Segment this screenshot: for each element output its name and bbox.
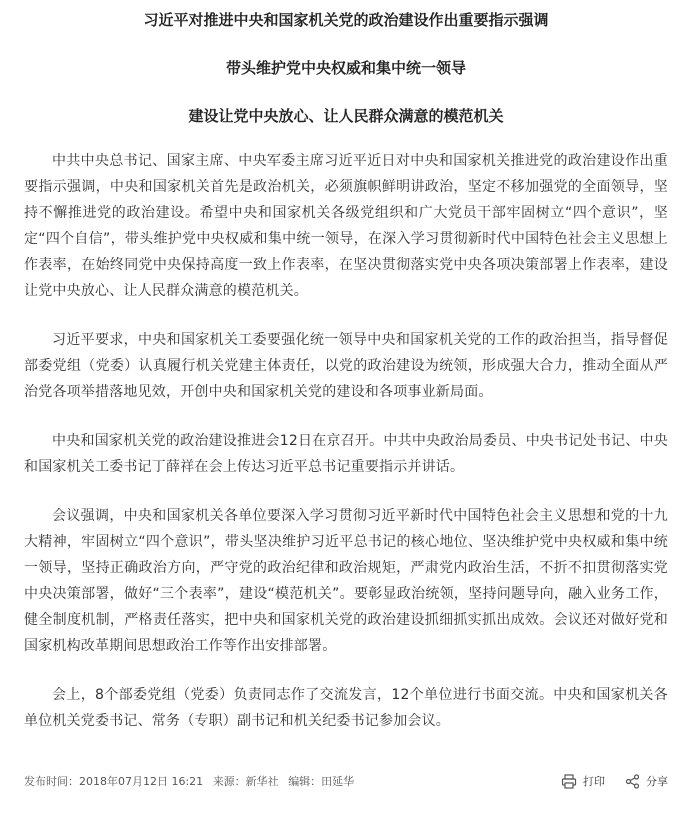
share-button[interactable] — [625, 773, 668, 789]
share-label: 分享 — [646, 775, 668, 788]
print-button[interactable] — [561, 773, 605, 789]
print-label: 打印 — [583, 775, 605, 788]
paragraph: 中共中央总书记、国家主席、中央军委主席习近平近日对中央和国家机关推进党的政治建设作出重要指示强调，中央和国家机关首先是政治机关，必须旗帜鲜明讲政治，坚定不移加强党的全面领导，坚持不懈推进党的政治建设。希望中央和国家机关各级党组织和广大党员干部牢固树立“四个意识”，坚定“四个自信”，带头维护党中央权威和集中统一领导，在深入学习贯彻新时代中国特色社会主义思想上作表率，在始终同党中央保持高度一致上作表率，在坚决贯彻落实党中央各项决策部署上作表率，建设让党中央放心、让人民群众满意的模范机关。 — [24, 153, 668, 299]
article-subtitle-2: 建设让党中央放心、让人民群众满意的模范机关 — [188, 107, 504, 125]
share-icon — [625, 774, 640, 789]
printer-icon — [561, 774, 577, 789]
article-subtitle-1: 带头维护党中央权威和集中统一领导 — [225, 59, 466, 77]
article-title: 习近平对推进中央和国家机关党的政治建设作出重要指示强调 — [143, 11, 549, 29]
paragraph: 习近平要求，中央和国家机关工委要强化统一领导中央和国家机关党的工作的政治担当，指导督促部委党组（党委）认真履行机关党建主体责任，以党的政治建设为统领，形成强大合力，推动全面从严治党各项举措落地见效，开创中央和国家机关党的建设和各项事业新局面。 — [24, 332, 668, 400]
paragraph: 中央和国家机关党的政治建设推进会12日在京召开。中共中央政治局委员、中央书记处书记、中央和国家机关工委书记丁薛祥在会上传达习近平总书记重要指示并讲话。 — [24, 433, 668, 475]
article-meta-bar — [24, 771, 668, 791]
publish-time: 发布时间：2018年07月12日 16:21 — [24, 775, 204, 788]
article-body — [24, 148, 668, 734]
source: 来源：新华社 — [212, 775, 279, 788]
article-actions — [561, 773, 668, 789]
editor: 编辑：田延华 — [288, 775, 355, 788]
paragraph: 会议强调，中央和国家机关各单位要深入学习贯彻习近平新时代中国特色社会主义思想和党的十九大精神，牢固树立“四个意识”，带头坚决维护习近平总书记的核心地位、坚决维护党中央权威和集中统一领导，坚持正确政治方向，严守党的政治纪律和政治规矩，严肃党内政治生活，不折不扣贯彻落实党中央决策部署，做好“三个表率”，建设“模范机关”。要彰显政治统领，坚持问题导向，融入业务工作，健全制度机制，严格责任落实，把中央和国家机关党的政治建设抓细抓实抓出成效。会议还对做好党和国家机构改革期间思想政治工作等作出安排部署。 — [24, 508, 668, 654]
paragraph: 会上，8个部委党组（党委）负责同志作了交流发言，12个单位进行书面交流。中央和国家机关各单位机关党委书记、常务（专职）副书记和机关纪委书记参加会议。 — [24, 687, 668, 729]
article-meta-info — [24, 773, 360, 789]
